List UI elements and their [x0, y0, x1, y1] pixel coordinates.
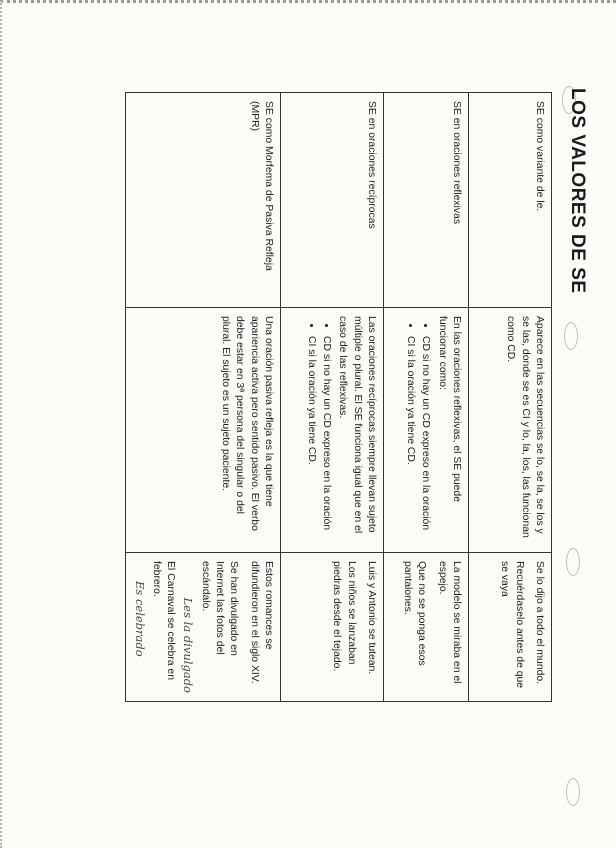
example-sentence: Se han divulgado en Internet las fotos del escándalo. — [199, 561, 240, 656]
table-row — [125, 93, 280, 702]
example-sentence: Que no se ponga esos pantalones. — [401, 561, 428, 666]
table-row — [384, 93, 469, 702]
list-item: • CD si no hay un CD expreso en la oración — [418, 336, 432, 544]
example-sentence: El Carnaval se celebra en febrero. — [150, 561, 177, 680]
list-item: • CI si la oración ya tiene CD. — [303, 336, 317, 544]
value-name: SE como Morfema de Pasiva Refleja (MPR) — [125, 93, 280, 308]
function-list — [303, 326, 333, 544]
value-description: En las oraciones reflexivas, el SE puede funcionar como: • CD si no hay un CD expreso en la oración • CI si la oración ya tiene CD. — [384, 308, 469, 553]
page-title: LOS VALORES DE SE — [567, 88, 588, 294]
example-sentence: Estos romances se difundieron en el siglo XIV. — [248, 561, 274, 684]
value-examples — [281, 553, 384, 702]
example-sentence: Recuérdaselo antes de que se vaya — [499, 561, 525, 689]
table-row — [469, 93, 552, 702]
value-description: Aparece en las secuencias se lo, se la, se los y se las, donde se es CI y lo, la, los, las funcionan como CD. — [469, 308, 552, 553]
value-examples — [125, 553, 280, 702]
example-sentence: Se lo dijo a todo el mundo. — [534, 561, 545, 685]
table-row — [281, 93, 384, 702]
value-description: Una oración pasiva refleja es la que tiene apariencia activa pero sentido pasivo. El verbo debe estar en 3ª persona del singular o del plural. El sujeto es un sujeto paciente. — [125, 308, 280, 553]
value-name: SE como variante de le. — [469, 93, 552, 308]
example-sentence: Luis y Antonio se tutean. — [366, 561, 377, 675]
list-item: • CD si no hay un CD expreso en la oración — [319, 336, 333, 544]
list-item: • CI si la oración ya tiene CD. — [403, 336, 417, 544]
handwritten-note: Les la divulgado — [181, 597, 196, 693]
handwritten-note: Es celebrado — [132, 581, 147, 657]
example-sentence: Los niños se lanzaban piedras desde el tejado. — [331, 561, 357, 672]
example-sentence: La modelo se miraba en el espejo. — [436, 561, 462, 684]
function-list — [403, 326, 433, 544]
value-description: Las oraciones recíprocas siempre llevan sujeto múltiple o plural. El SE funciona igual que en el caso de las reflexivas. • CD si no hay un CD expreso en la oración • CI si la oración ya tiene CD. — [281, 308, 384, 553]
value-examples — [469, 553, 552, 702]
values-table — [125, 92, 552, 702]
value-name: SE en oraciones reflexivas — [384, 93, 469, 308]
value-examples — [384, 553, 469, 702]
value-name: SE en oraciones recíprocas — [281, 93, 384, 308]
